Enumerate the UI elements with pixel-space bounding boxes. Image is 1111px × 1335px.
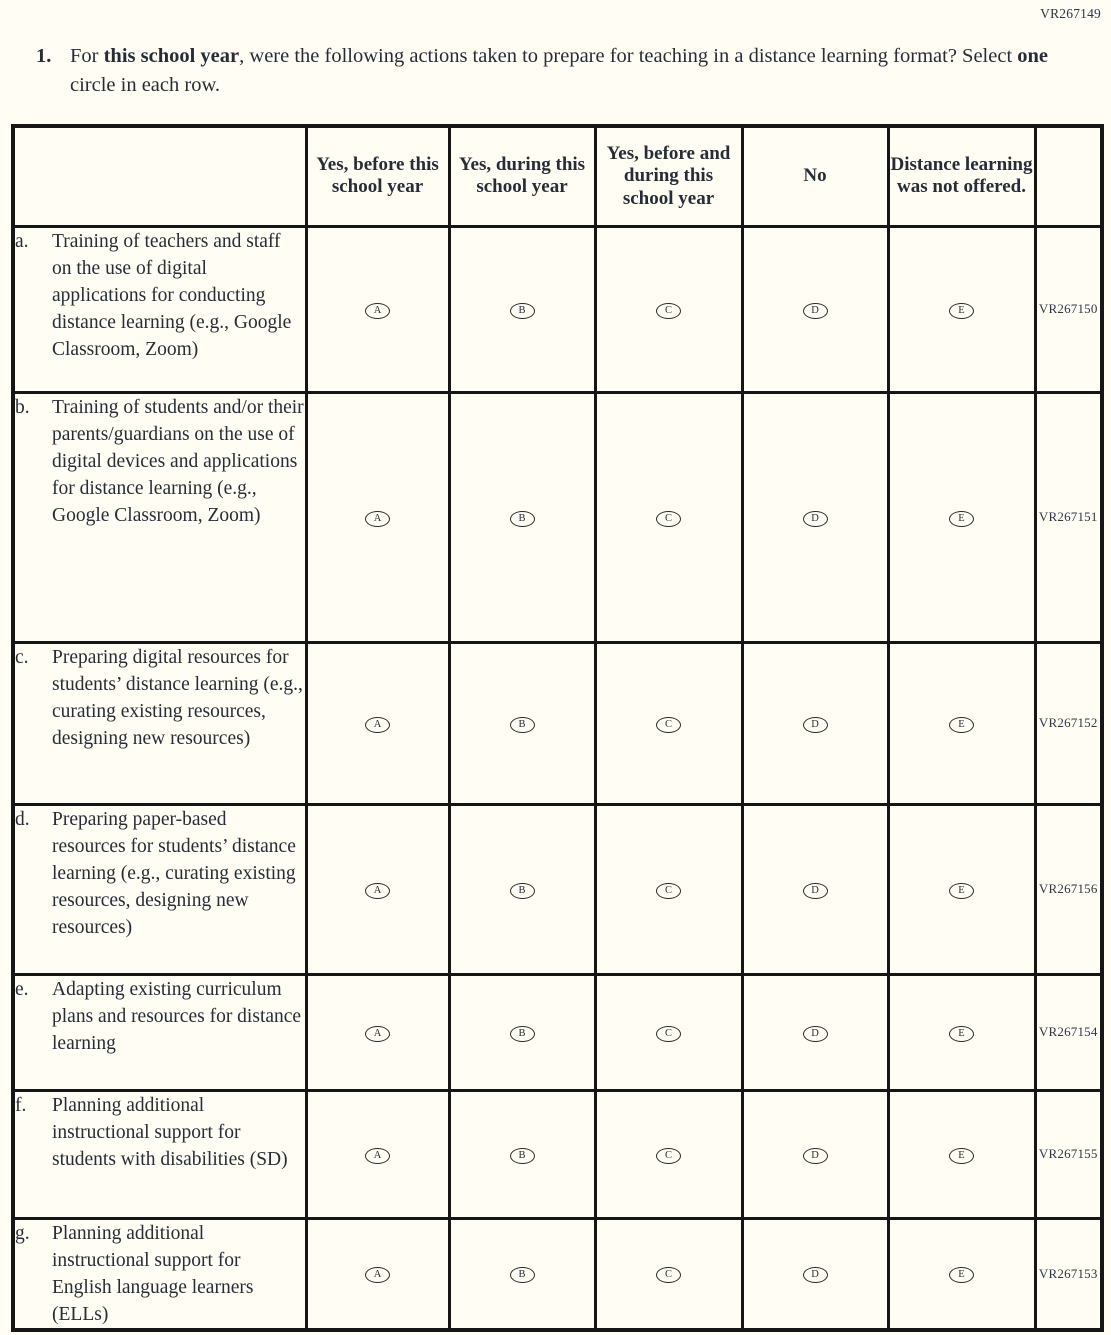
table-row-g <box>13 1218 1102 1330</box>
question-text-bold: this school year <box>103 45 240 67</box>
row-letter: b. <box>15 396 30 418</box>
option-bubble-b[interactable]: B <box>510 1148 535 1164</box>
option-bubble-a[interactable]: A <box>365 1148 390 1164</box>
option-bubble-c[interactable]: C <box>656 1148 681 1164</box>
option-cell <box>306 1218 449 1330</box>
row-letter: c. <box>15 646 29 668</box>
option-bubble-d[interactable]: D <box>803 511 828 527</box>
option-bubble-d[interactable]: D <box>803 303 828 319</box>
option-cell <box>888 974 1035 1090</box>
option-bubble-a[interactable]: A <box>365 303 390 319</box>
row-label-cell <box>13 392 306 642</box>
option-bubble-d[interactable]: D <box>803 1267 828 1283</box>
table-row-f <box>13 1090 1102 1218</box>
option-bubble-e[interactable]: E <box>949 717 974 733</box>
option-cell <box>306 974 449 1090</box>
option-cell <box>449 974 595 1090</box>
row-label-cell <box>13 804 306 974</box>
option-cell <box>742 642 888 804</box>
option-bubble-c[interactable]: C <box>656 717 681 733</box>
row-letter: a. <box>15 230 29 252</box>
header-no: No <box>742 126 888 226</box>
form-corner-code: VR267149 <box>1040 6 1101 21</box>
option-cell <box>888 804 1035 974</box>
row-letter: f. <box>15 1094 27 1116</box>
row-code: VR267155 <box>1035 1090 1102 1218</box>
row-label: Training of students and/or their parents/guardians on the use of digital devices and applications for distance learning (e.g., Google Classroom, Zoom) <box>52 396 304 526</box>
option-cell <box>742 1218 888 1330</box>
row-label-cell <box>13 974 306 1090</box>
header-yes-during: Yes, during this school year <box>449 126 595 226</box>
option-cell <box>742 974 888 1090</box>
option-cell <box>449 392 595 642</box>
row-label-cell <box>13 1218 306 1330</box>
row-letter: d. <box>15 808 30 830</box>
question-text-part: For <box>70 45 104 67</box>
option-bubble-e[interactable]: E <box>949 883 974 899</box>
option-cell <box>449 642 595 804</box>
option-cell <box>888 642 1035 804</box>
option-bubble-e[interactable]: E <box>949 1267 974 1283</box>
option-cell <box>449 804 595 974</box>
option-bubble-c[interactable]: C <box>656 883 681 899</box>
row-label: Preparing paper-based resources for students’ distance learning (e.g., curating existing resources, designing new resources) <box>52 808 296 938</box>
option-cell <box>742 392 888 642</box>
row-label: Planning additional instructional support for English language learners (ELLs) <box>52 1222 254 1325</box>
option-cell <box>449 1090 595 1218</box>
table-row-c <box>13 642 1102 804</box>
table-row-b <box>13 392 1102 642</box>
question-text-part: circle in each row. <box>70 74 221 97</box>
option-cell <box>888 1090 1035 1218</box>
header-yes-before-and-during: Yes, before and during this school year <box>595 126 742 226</box>
header-not-offered: Distance learning was not offered. <box>888 126 1035 226</box>
option-bubble-c[interactable]: C <box>656 303 681 319</box>
option-cell <box>595 642 742 804</box>
option-bubble-c[interactable]: C <box>656 1267 681 1283</box>
row-code: VR267156 <box>1035 804 1102 974</box>
row-label-cell <box>13 1090 306 1218</box>
option-cell <box>449 1218 595 1330</box>
row-label-cell <box>13 642 306 804</box>
option-bubble-a[interactable]: A <box>365 1267 390 1283</box>
option-bubble-d[interactable]: D <box>803 883 828 899</box>
option-bubble-e[interactable]: E <box>949 1026 974 1042</box>
option-cell <box>306 804 449 974</box>
header-row <box>13 126 1102 226</box>
option-cell <box>742 804 888 974</box>
row-letter: e. <box>15 978 29 1000</box>
option-bubble-b[interactable]: B <box>510 303 535 319</box>
row-label: Adapting existing curriculum plans and resources for distance learning <box>52 978 302 1054</box>
option-bubble-c[interactable]: C <box>656 511 681 527</box>
option-bubble-d[interactable]: D <box>803 1148 828 1164</box>
option-cell <box>595 804 742 974</box>
option-cell <box>595 1218 742 1330</box>
option-bubble-a[interactable]: A <box>365 511 390 527</box>
option-bubble-b[interactable]: B <box>510 883 535 899</box>
option-bubble-e[interactable]: E <box>949 511 974 527</box>
response-matrix-table <box>11 124 1104 1332</box>
table-row-d <box>13 804 1102 974</box>
option-bubble-e[interactable]: E <box>949 303 974 319</box>
option-cell <box>888 226 1035 392</box>
question-text <box>70 42 1081 100</box>
question-number: 1. <box>36 45 52 67</box>
option-bubble-e[interactable]: E <box>949 1148 974 1164</box>
option-bubble-d[interactable]: D <box>803 717 828 733</box>
option-bubble-b[interactable]: B <box>510 511 535 527</box>
option-cell <box>742 226 888 392</box>
row-label: Planning additional instructional support for students with disabilities (SD) <box>52 1094 288 1170</box>
option-bubble-c[interactable]: C <box>656 1026 681 1042</box>
option-cell <box>306 226 449 392</box>
option-cell <box>888 392 1035 642</box>
option-bubble-b[interactable]: B <box>510 1026 535 1042</box>
row-code: VR267151 <box>1035 392 1102 642</box>
table-row-e <box>13 974 1102 1090</box>
header-code-column <box>1035 126 1102 226</box>
row-code: VR267150 <box>1035 226 1102 392</box>
table-row-a <box>13 226 1102 392</box>
option-cell <box>888 1218 1035 1330</box>
option-cell <box>595 392 742 642</box>
header-yes-before: Yes, before this school year <box>306 126 449 226</box>
option-cell <box>449 226 595 392</box>
row-code: VR267153 <box>1035 1218 1102 1330</box>
option-cell <box>306 392 449 642</box>
row-label: Preparing digital resources for students’ distance learning (e.g., curating existing resources, designing new resources) <box>52 646 303 749</box>
option-bubble-a[interactable]: A <box>365 883 390 899</box>
question-block <box>36 42 1081 100</box>
option-bubble-b[interactable]: B <box>510 1267 535 1283</box>
row-letter: g. <box>15 1222 30 1244</box>
option-cell <box>742 1090 888 1218</box>
option-bubble-b[interactable]: B <box>510 717 535 733</box>
row-label-cell <box>13 226 306 392</box>
option-cell <box>306 642 449 804</box>
header-empty <box>13 126 306 226</box>
option-bubble-a[interactable]: A <box>365 717 390 733</box>
question-text-part: , were the following actions taken to prepare for teaching in a distance learning format? Select <box>239 45 1018 67</box>
option-bubble-d[interactable]: D <box>803 1026 828 1042</box>
row-label: Training of teachers and staff on the use of digital applications for conducting distance learning (e.g., Google Classroom, Zoom) <box>52 230 292 360</box>
option-bubble-a[interactable]: A <box>365 1026 390 1042</box>
option-cell <box>306 1090 449 1218</box>
question-text-bold: one <box>1017 45 1049 67</box>
row-code: VR267152 <box>1035 642 1102 804</box>
option-cell <box>595 1090 742 1218</box>
option-cell <box>595 226 742 392</box>
row-code: VR267154 <box>1035 974 1102 1090</box>
option-cell <box>595 974 742 1090</box>
